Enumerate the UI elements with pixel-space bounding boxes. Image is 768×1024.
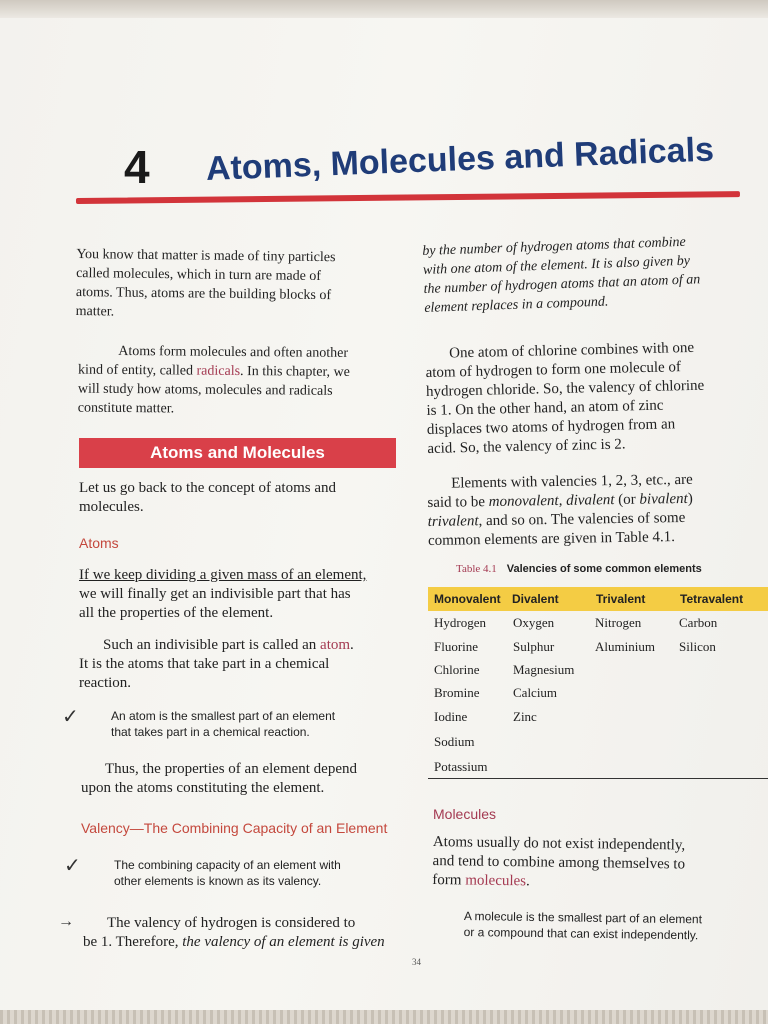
text-span: (or [614,491,640,509]
definition-line: An atom is the smallest part of an element [111,709,336,723]
chapter-number: 4 [124,141,150,193]
intro-line: called molecules, which in turn are made of [76,266,322,285]
paragraph-line: common elements are given in Table 4.1. [427,529,676,549]
text-span: Such an indivisible part is called an [103,637,321,653]
table-cell: Potassium [434,759,488,774]
paragraph-line: is 1. On the other hand, an atom of zinc [426,397,664,419]
paragraph-line: Let us go back to the concept of atoms and [79,480,337,496]
text-span: form [432,871,466,889]
table-header-cell: Trivalent [596,592,646,606]
paragraph-line: One atom of chlorine combines with one [449,339,695,362]
indivisible-paragraph [79,566,401,623]
paragraph-line: molecules. [79,499,144,515]
page-top-edge [0,0,768,18]
text-span: kind of entity, called [78,362,197,379]
table-title [456,563,702,575]
table-header-cell: Monovalent [434,592,501,606]
table-cell: Iodine [434,709,468,724]
paragraph-line: the number of hydrogen atoms that an atom of an [423,272,701,297]
definition-line: other elements is known as its valency. [114,874,322,888]
table-cell: Aluminium [595,639,655,654]
atom-term: atom [320,637,351,653]
text-span: , and so on. The valencies of some [478,509,686,530]
page-bottom-edge [0,1010,768,1024]
table-cell: Carbon [679,615,718,630]
table-cell: Nitrogen [595,615,642,630]
text-span: be 1. Therefore, [83,934,183,950]
table-bottom-rule [428,778,768,779]
paragraph-line: element replaces in a compound. [424,294,609,316]
italic-span: bivalent [639,490,688,508]
definition-line: or a compound that can exist independently. [463,924,699,943]
table-cell: Chlorine [434,662,480,677]
italic-span: monovalent, divalent [488,492,615,511]
molecule-definition [464,908,764,944]
text-span: . [350,637,354,653]
subheading-valency: Valency—The Combining Capacity of an Element [81,820,388,836]
atom-definition [111,708,391,740]
paragraph-line: acid. So, the valency of zinc is 2. [427,436,626,457]
text-span: . In this chapter, we [240,364,350,380]
text-span: . [525,873,530,890]
paragraph-line: with one atom of the element. It is also given by [422,253,691,278]
pen-tick-mark: ✓ [62,706,79,728]
paragraph-line: upon the atoms constituting the element. [81,780,325,796]
valency-definition [114,857,394,889]
table-header-cell: Divalent [512,592,559,606]
paragraph-line: and tend to combine among themselves to [432,852,686,873]
chapter-title: Atoms, Molecules and Radicals [205,130,715,188]
atoms-molecules-radicals-paragraph [78,342,399,421]
paragraph-line: It is the atoms that take part in a chemical [79,656,330,672]
radicals-term: radicals [196,363,241,380]
intro-paragraph [76,245,397,325]
chlorine-zinc-paragraph [425,337,768,459]
table-cell: Sulphur [513,639,555,654]
valency-definition-continued [422,230,768,318]
table-cell: Oxygen [513,615,555,630]
subheading-molecules: Molecules [433,806,497,822]
subheading-atoms: Atoms [79,535,119,551]
hydrogen-valency-paragraph [83,914,405,952]
paragraph-line: reaction. [79,675,132,691]
pen-tick-mark: ✓ [64,855,81,877]
paragraph-line [83,933,405,952]
paragraph-line [79,636,401,655]
properties-paragraph [81,760,403,798]
paragraph-line: all the properties of the element. [79,605,274,621]
molecules-paragraph [432,833,768,895]
paragraph-line: atom of hydrogen to form one molecule of [425,359,682,381]
paragraph-line: The valency of hydrogen is considered to [107,915,356,931]
paragraph-line: Elements with valencies 1, 2, 3, etc., are [451,471,693,492]
intro-line: You know that matter is made of tiny particles [76,247,336,266]
title-underline [76,191,740,204]
table-cell: Fluorine [434,639,479,654]
atom-paragraph [79,636,401,693]
table-cell: Calcium [513,685,558,700]
valencies-paragraph [427,470,768,551]
italic-span: trivalent [427,513,479,530]
paragraph-line [432,871,767,895]
page-number: 34 [412,957,421,967]
paragraph-line: Atoms usually do not exist independently, [432,833,686,854]
molecules-term: molecules [465,872,527,890]
paragraph-line: Atoms form molecules and often another [118,343,349,361]
pen-arrow-mark: → [58,913,74,930]
table-cell: Silicon [679,639,716,654]
text-span: said to be [427,494,489,511]
table-cell: Magnesium [513,662,575,677]
table-cell: Hydrogen [434,615,486,630]
definition-line: A molecule is the smallest part of an element [463,908,703,927]
text-span: ) [687,490,693,507]
intro-line: matter. [75,304,115,320]
intro-line: atoms. Thus, atoms are the building blocks of [75,285,332,304]
paragraph-line: If we keep dividing a given mass of an element, [79,567,367,583]
italic-span: the valency of an element is given [182,934,385,950]
table-header-row [428,587,768,611]
definition-line: that takes part in a chemical reaction. [111,725,310,739]
paragraph-line: we will finally get an indivisible part that has [79,586,351,602]
table-cell: Bromine [434,685,480,700]
paragraph-line: displaces two atoms of hydrogen from an [426,416,676,438]
table-caption: Valencies of some common elements [506,563,702,575]
concept-paragraph [79,479,399,517]
section-heading-atoms-molecules: Atoms and Molecules [79,438,396,468]
table-cell: Zinc [513,709,537,724]
table-label: Table 4.1 [456,563,497,575]
paragraph-line: by the number of hydrogen atoms that combine [422,234,686,259]
definition-line: The combining capacity of an element with [114,858,341,872]
table-header-cell: Tetravalent [680,592,744,606]
paragraph-line: will study how atoms, molecules and radicals [77,381,333,399]
table-cell: Sodium [434,734,475,749]
paragraph-line: hydrogen chloride. So, the valency of chlorine [425,377,705,400]
paragraph-line: Thus, the properties of an element depend [105,761,357,777]
paragraph-line: constitute matter. [77,400,175,417]
